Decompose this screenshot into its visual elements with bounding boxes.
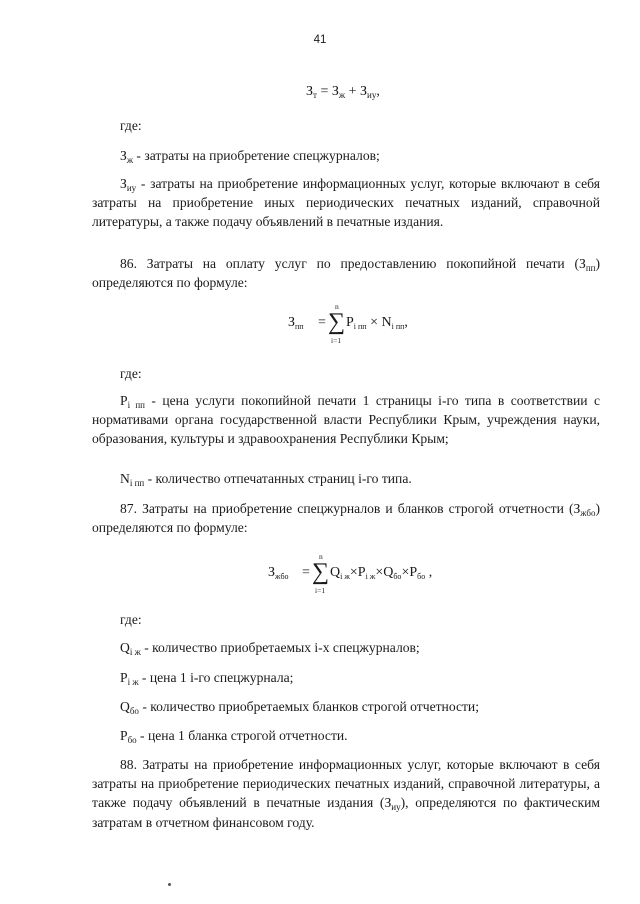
definition-ziu: $З_{иу}$ - затраты на приобретение информационных услуг, которые включают в себя затраты на приобретение иных периодических печатных изданий, справочной литературы, а также подачу объявлений в печатные издания. (92, 176, 600, 230)
definition-pbo: $P_{бо}$ - цена 1 бланка строгой отчетности. (120, 728, 348, 745)
scan-mark (168, 883, 171, 886)
formula-total-cost: $З_т = З_ж + З_{иу}$, (306, 84, 380, 100)
definition-nipp: $N_{i пп}$ - количество отпечатанных страниц i-го типа. (120, 471, 412, 488)
sum-icon: ∑ (328, 309, 346, 335)
formula-special-journals: $З_{жбо}$ = n ∑ i=1 $Q_{i ж}\times P_{i ж}\times Q_{бо}\times P_{бо}$ , (268, 552, 433, 595)
definition-qbo: $Q_{бо}$ - количество приобретаемых бланков строгой отчетности; (120, 699, 479, 716)
where-label: где: (120, 612, 142, 627)
paragraph-87: 87. Затраты на приобретение спецжурналов и бланков строгой отчетности $(З_{жбо})$ определяются по формуле: (92, 501, 600, 536)
definition-pipp: $P_{i пп}$ - цена услуги покопийной печати 1 страницы i-го типа в соответствии с нормативами органа государственной власти Республики Крым, учреждения науки, образования, культуры и здравоохранения Республики Крым; (92, 393, 600, 447)
paragraph-88: 88. Затраты на приобретение информационных услуг, которые включают в себя затраты на приобретение периодических печатных изданий, справочной литературы, а также подачу объявлений в печатные издания $(З_{иу})$, определяются по фактическим затратам в отчетном финансовом году. (92, 757, 600, 830)
where-label: где: (120, 118, 142, 133)
definition-pizh: $P_{i ж}$ - цена 1 i-го спецжурнала; (120, 670, 294, 687)
sum-icon: ∑ (312, 559, 330, 585)
definition-qizh: $Q_{i ж}$ - количество приобретаемых i-х спецжурналов; (120, 640, 420, 657)
paragraph-86: 86. Затраты на оплату услуг по предоставлению покопийной печати $(З_{пп})$ определяются по формуле: (92, 256, 600, 291)
definition-zh: $З_ж$ - затраты на приобретение спецжурналов; (120, 148, 380, 165)
page-number: 41 (313, 34, 327, 46)
where-label: где: (120, 366, 142, 381)
formula-copy-printing: $З_{пп}$ = n ∑ i=1 $P_{i пп} \times N_{i пп}$, (288, 302, 408, 345)
